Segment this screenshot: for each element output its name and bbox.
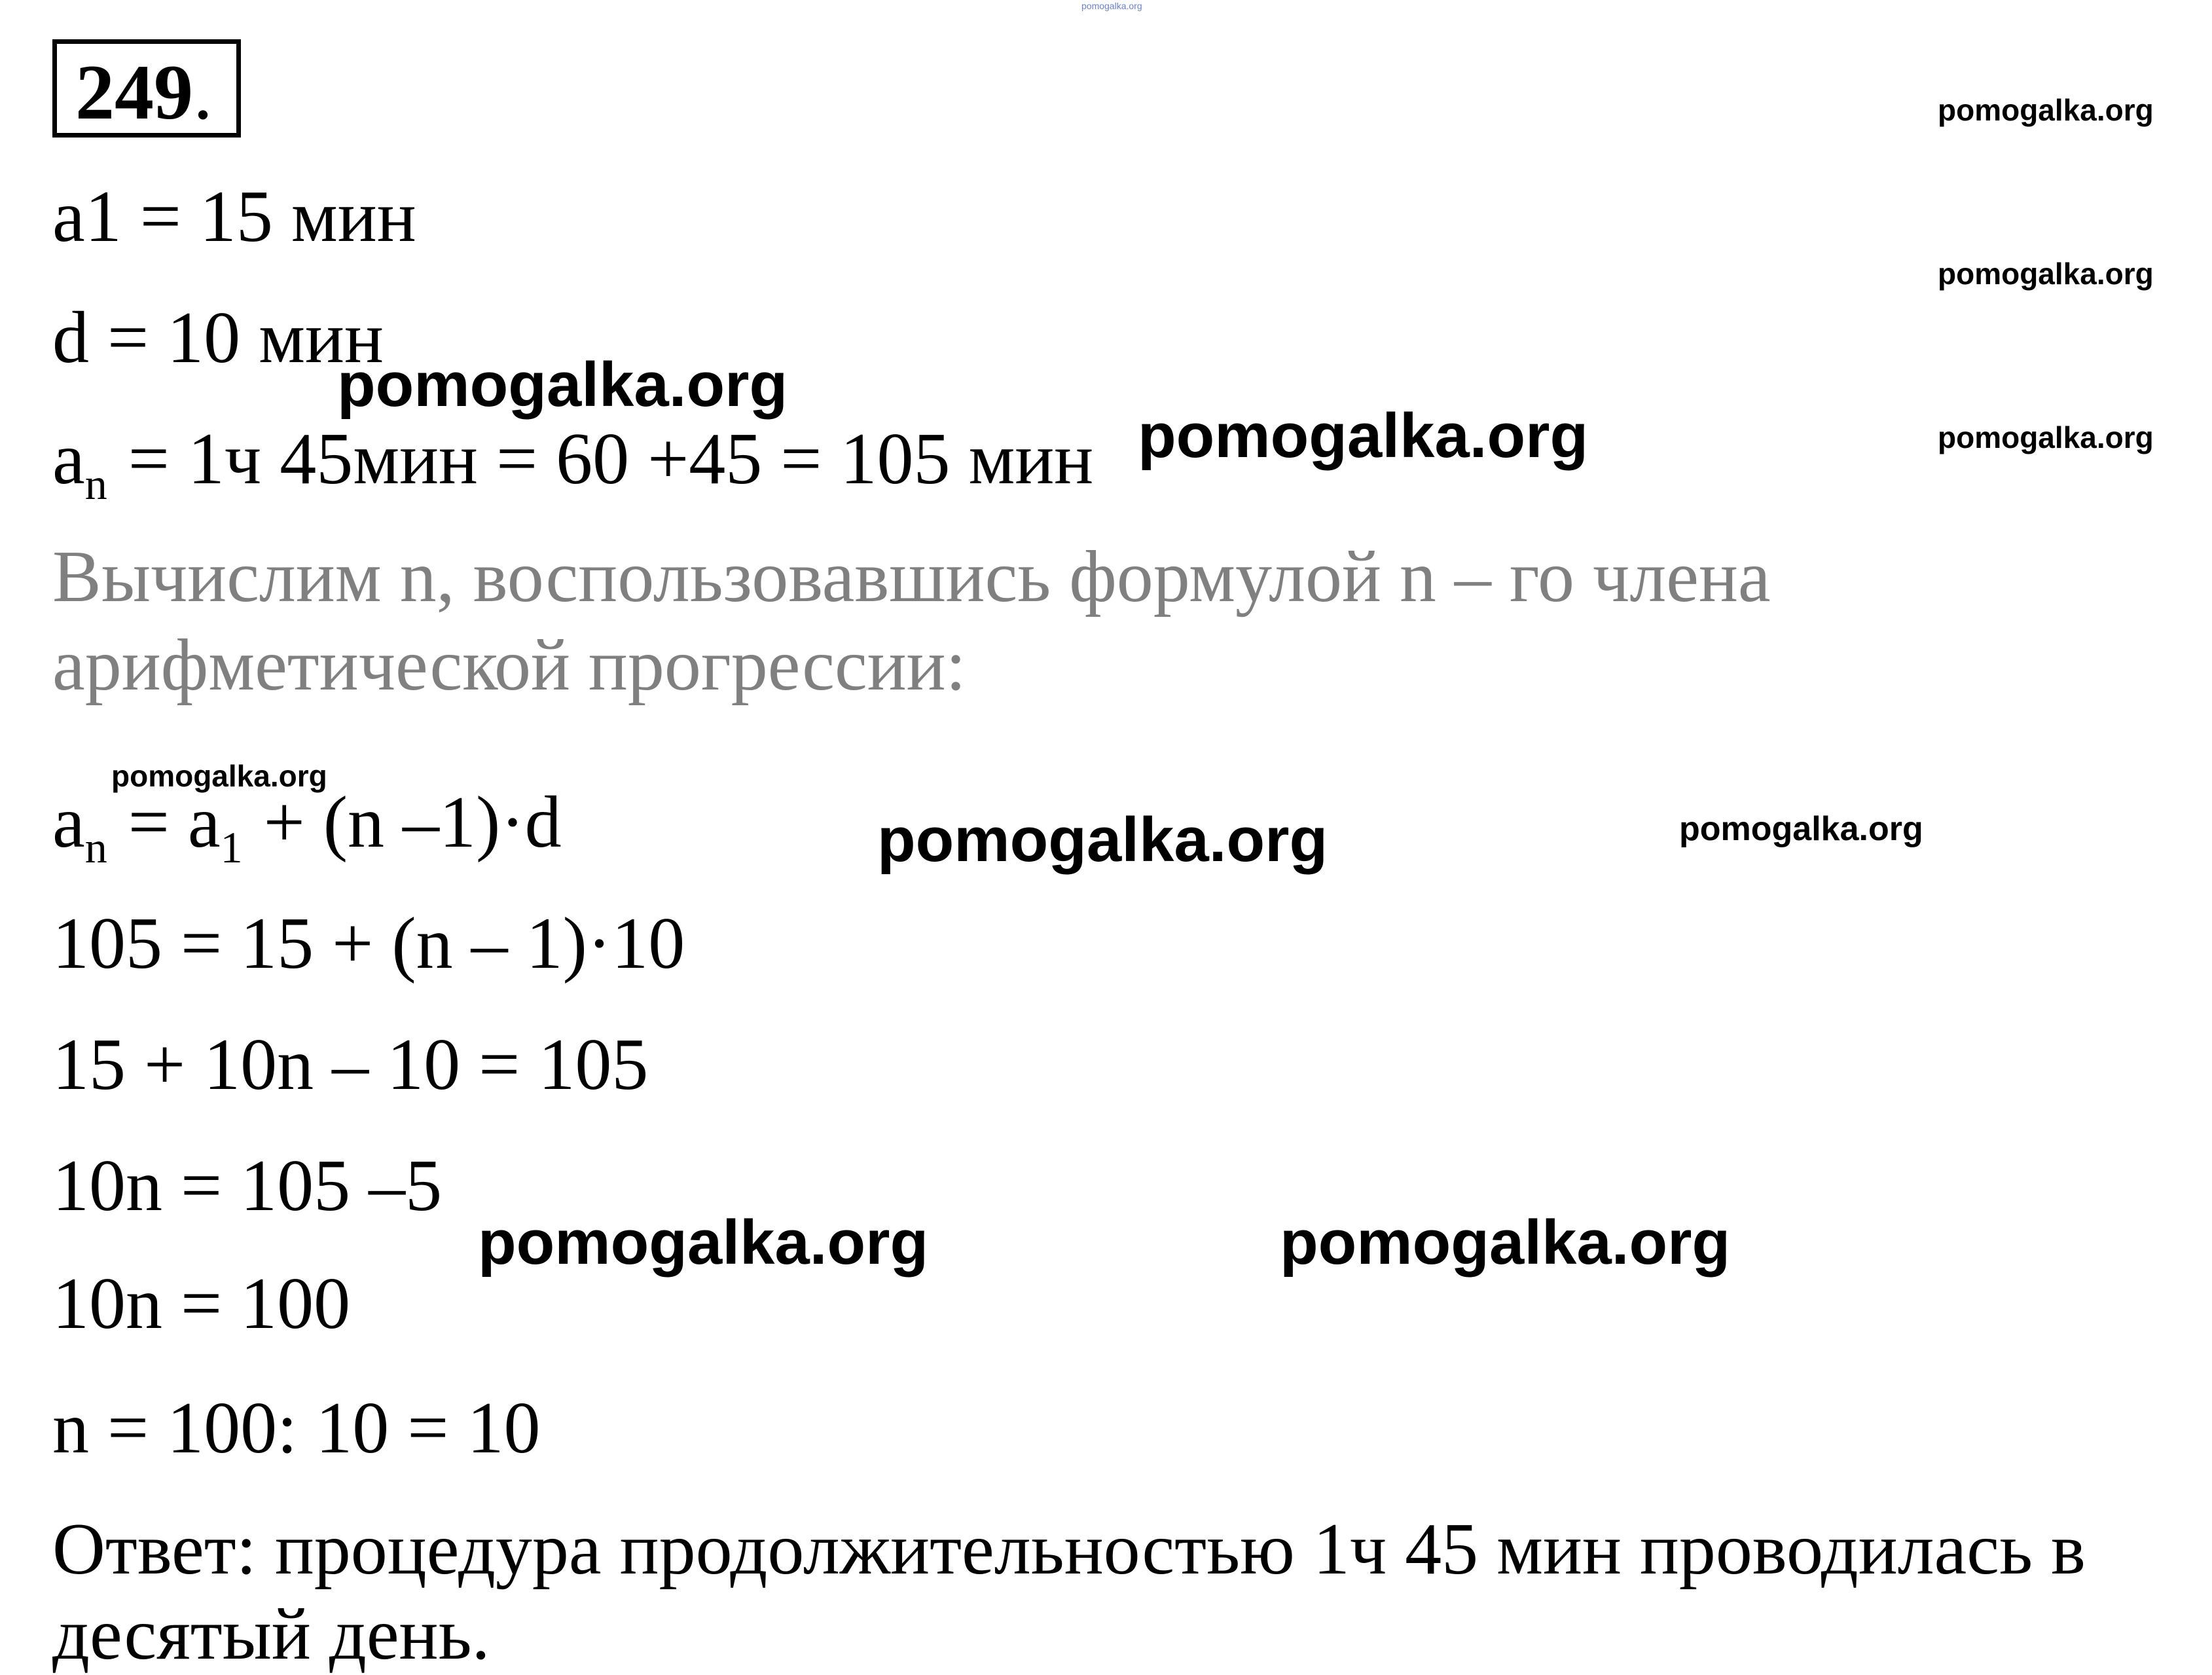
step-4: 10n = 100 [52, 1263, 351, 1344]
given-d: d = 10 мин [52, 297, 384, 378]
formula-nth-term: $a_n = a_1 + (n$ –1)·d [52, 782, 562, 872]
watermark-large-1: pomogalka.org [337, 350, 788, 420]
watermark-large-5: pomogalka.org [1280, 1207, 1731, 1278]
explanation-line-2: арифметической прогрессии: [52, 625, 966, 706]
problem-number: 249 [75, 48, 193, 136]
watermark-large-2: pomogalka.org [1138, 401, 1589, 471]
answer-line-2: десятый день. [52, 1594, 490, 1675]
watermark-large-4: pomogalka.org [478, 1207, 929, 1278]
explanation-line-1: Вычислим n, воспользовавшись формулой n – го члена [52, 536, 1771, 617]
watermark-right-2: pomogalka.org [1938, 257, 2154, 291]
watermark-right-3: pomogalka.org [1938, 420, 2154, 454]
watermark-top: pomogalka.org [1081, 1, 1142, 11]
step-5: n = 100: 10 = 10 [52, 1388, 541, 1469]
answer-line-1: Ответ: процедура продолжительностью 1ч 45 мин проводилась в [52, 1509, 2086, 1590]
watermark-medium-1: pomogalka.org [1679, 810, 1923, 848]
step-3: 10n = 105 –5 [52, 1145, 443, 1226]
watermark-small-formula: pomogalka.org [111, 759, 327, 793]
watermark-right-1: pomogalka.org [1938, 93, 2154, 127]
given-an: $a_n = 1ч$ 45мин = 60 +45 = 105 мин [52, 418, 1094, 509]
given-a1: a1 = 15 мин [52, 176, 416, 257]
problem-number-dot: . [193, 48, 213, 136]
step-2: 15 + 10n – 10 = 105 [52, 1024, 649, 1105]
watermark-large-3: pomogalka.org [877, 805, 1328, 875]
problem-number-box [52, 39, 241, 138]
step-1: 105 = 15 + (n – 1)·10 [52, 903, 685, 984]
